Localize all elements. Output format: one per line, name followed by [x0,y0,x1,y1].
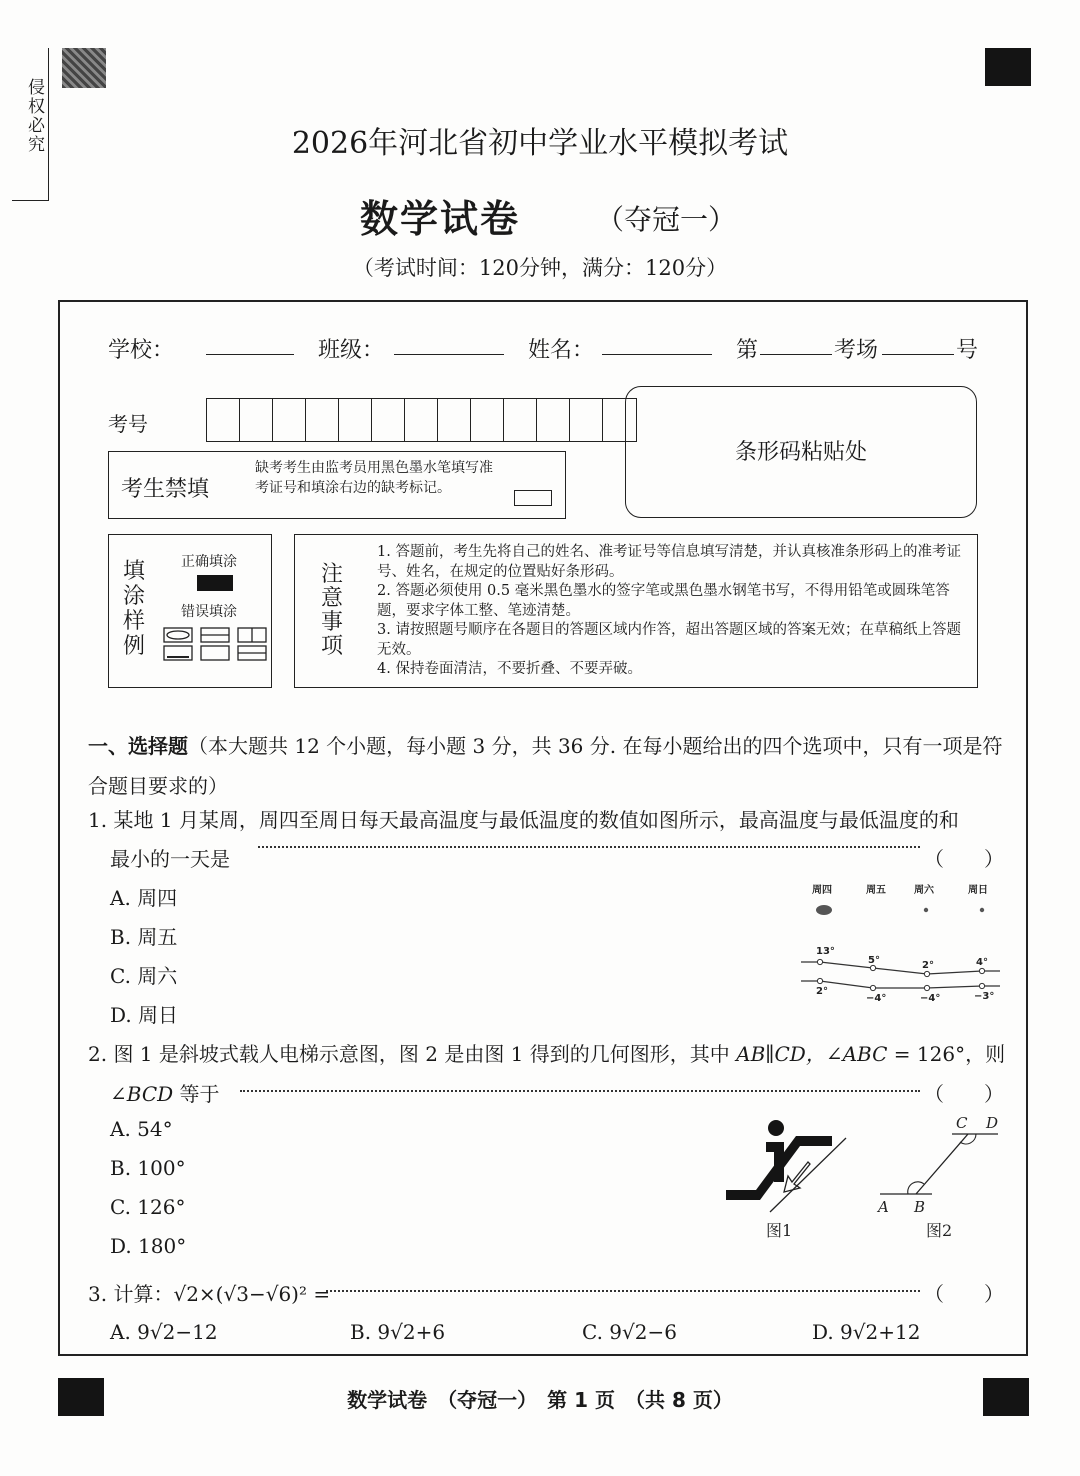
q3-prefix: 3. 计算： [88,1282,174,1306]
person-head-icon [768,1120,784,1136]
notice-item: 1. 答题前，考生先将自己的姓名、准考证号等信息填写清楚，并认真核准条形码上的准考证号、姓名，在规定的位置贴好条形码。 [377,544,961,580]
point-a-label: A [878,1198,889,1216]
hao-label: 号 [956,338,979,363]
absent-title: 考生禁填 [121,477,210,502]
exam-title: 2026年河北省初中学业水平模拟考试 [291,126,789,161]
q2-answer-paren[interactable]: （ ） [924,1082,1004,1106]
notice-title: 注意事项 [321,562,344,659]
q2-fig2-label: 图2 [926,1221,953,1240]
qr-code-icon [62,48,106,88]
exam-number-cell[interactable] [273,399,306,441]
class-label: 班级： [318,338,385,363]
copyright-text: 侵权必究 [24,78,44,154]
angle-bcd-arc [960,1134,976,1144]
barcode-area [625,386,977,518]
exam-number-cell[interactable] [405,399,438,441]
q2-line1-b: AB∥CD，∠ABC [736,1042,888,1066]
q3-option-b: B. 9√2+6 [350,1320,446,1344]
q1-day-label: 周四 [812,885,832,896]
section-heading-rest: （本大题共 12 个小题，每小题 3 分，共 36 分. 在每小题给出的四个选项中，只有一项是符合题目要求的） [88,734,1003,798]
section-heading-bold: 一、选择题 [88,734,188,758]
q1-low-line [801,981,1000,988]
q2-option-b: B. 100° [110,1156,186,1180]
school-label: 学校： [108,338,175,363]
q1-high-label: 5° [868,955,880,966]
q3-expression: √2×(√3−√6)² = [173,1282,331,1306]
exam-number-label: 考号 [108,412,148,436]
q1-low-point [924,985,929,990]
di-label: 第 [736,338,759,363]
section-heading [88,726,1008,806]
q1-line1: 1. 某地 1 月某周，周四至周日每天最高温度与最低温度的数值如图所示，最高温度与最低温度的和 [88,808,959,832]
q3-dots [326,1290,920,1292]
q1-line2: 最小的一天是 [110,847,230,871]
q1-high-label: 4° [976,957,988,968]
q1-option-a: A. 周四 [110,886,178,910]
q1-low-label: 2° [816,986,828,997]
q1-low-label: −4° [866,993,887,1004]
q1-day-label: 周日 [968,885,988,896]
q1-dots [258,846,920,848]
q3-line [88,1278,330,1307]
sun-icon [980,908,984,912]
name-label: 姓名： [528,338,595,363]
wrong-fill-marks [163,627,267,661]
school-field[interactable] [206,354,294,355]
notice-item: 2. 答题必须使用 0.5 毫米黑色墨水的签字笔或黑色墨水钢笔书写，不得用铅笔或圆珠笔答题，要求字体工整、笔迹清楚。 [377,583,950,619]
edition-label: （夺冠一） [596,203,737,236]
q1-low-label: −4° [920,993,941,1004]
exam-number-cell[interactable] [570,399,603,441]
corner-marker-top-right [985,48,1031,86]
subject-title: 数学试卷 [360,197,521,241]
q1-high-label: 13° [816,946,835,957]
fill-sample-title: 填涂样例 [123,559,146,659]
q1-high-point [870,965,875,970]
barcode-label: 条形码粘贴处 [734,440,867,465]
seat-number-field[interactable] [882,354,954,355]
wrong-fill-label: 错误填涂 [181,604,237,620]
q2-line1 [88,1038,1005,1067]
notice-list [377,543,967,680]
point-d-label: D [986,1114,999,1132]
absent-mark[interactable] [514,490,552,506]
q1-high-point [924,971,929,976]
q1-low-point [870,985,875,990]
class-field[interactable] [394,354,504,355]
q1-high-line [801,962,1000,974]
q1-option-b: B. 周五 [110,925,178,949]
exam-number-cell[interactable] [471,399,504,441]
q1-option-c: C. 周六 [110,964,178,988]
notice-box [294,534,978,688]
q1-high-label: 2° [922,960,934,971]
point-c-label: C [956,1114,968,1132]
q3-answer-paren[interactable]: （ ） [924,1282,1004,1306]
cloud-icon [816,905,832,915]
q3-option-d: D. 9√2+12 [812,1320,921,1344]
fill-sample-box [108,534,272,688]
correct-fill-label: 正确填涂 [181,554,237,570]
q1-day-label: 周六 [914,885,934,896]
exam-number-cell[interactable] [438,399,471,441]
q1-day-label: 周五 [866,885,886,896]
q2-line2-b: 等于 [173,1082,220,1106]
correct-fill-mark [197,575,233,591]
q2-figure2-geometry [872,1112,1012,1246]
point-b-label: B [914,1198,926,1216]
exam-info: （考试时间：120分钟，满分：120分） [352,256,728,280]
room-label: 考场 [834,338,879,363]
q2-line2 [110,1078,220,1107]
q1-answer-paren[interactable]: （ ） [924,847,1004,871]
notice-item: 4. 保持卷面清洁，不要折叠、不要弄破。 [377,661,642,677]
notice-item: 3. 请按照题号顺序在各题目的答题区域内作答，超出答题区域的答案无效；在草稿纸上答题无效。 [377,622,961,658]
exam-number-cell[interactable] [306,399,339,441]
q2-line2-a: ∠BCD [110,1082,174,1106]
absent-box [108,451,566,519]
exam-number-cell[interactable] [504,399,537,441]
q2-dots [240,1090,920,1092]
q2-figure1-escalator [720,1112,860,1246]
exam-number-grid[interactable] [206,398,637,442]
q2-line1-c: = 126°，则 [887,1042,1006,1066]
q1-option-d: D. 周日 [110,1003,179,1027]
sun-icon [924,908,928,912]
q1-weather-figure [796,880,1008,1008]
q2-option-c: C. 126° [110,1195,186,1219]
exam-number-cell[interactable] [372,399,405,441]
page-footer: 数学试卷 （夺冠一） 第 1 页 （共 8 页） [347,1388,733,1412]
q2-line1-a: 2. 图 1 是斜坡式载人电梯示意图，图 2 是由图 1 得到的几何图形，其中 [88,1042,737,1066]
q1-low-point [817,978,822,983]
q2-fig1-label: 图1 [766,1221,793,1240]
q2-option-d: D. 180° [110,1234,187,1258]
q3-option-a: A. 9√2−12 [110,1320,218,1344]
exam-number-cell[interactable] [339,399,372,441]
room-number-field[interactable] [760,354,832,355]
q1-high-point [979,968,984,973]
exam-number-cell[interactable] [207,399,240,441]
q1-low-point [979,983,984,988]
line-bc [916,1134,968,1194]
q2-option-a: A. 54° [110,1117,173,1141]
absent-text: 缺考考生由监考员用黑色墨水笔填写准考证号和填涂右边的缺考标记。 [255,460,493,496]
exam-number-cell[interactable] [537,399,570,441]
q3-option-c: C. 9√2−6 [582,1320,677,1344]
name-field[interactable] [602,354,712,355]
q1-low-label: −3° [974,991,995,1002]
exam-number-cell[interactable] [240,399,273,441]
q1-high-point [817,959,822,964]
